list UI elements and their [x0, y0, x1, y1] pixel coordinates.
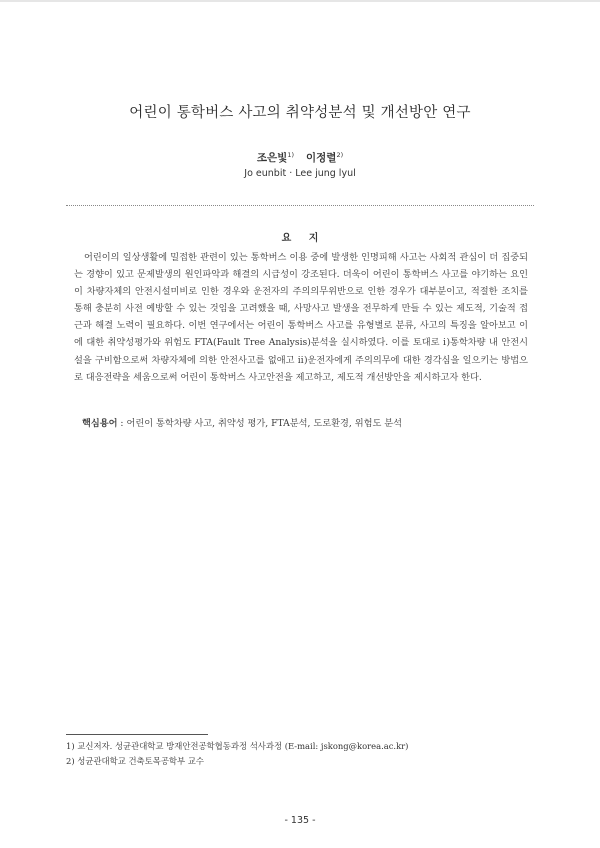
author-1-name: 조은빛 [256, 152, 288, 164]
paper-title: 어린이 통학버스 사고의 취약성분석 및 개선방안 연구 [129, 105, 471, 121]
author-1-footnote-mark: 1) [287, 151, 294, 159]
keywords [82, 415, 532, 429]
author-names-english: Jo eunbit · Lee jung lyul [244, 168, 356, 179]
page-top-border [0, 0, 600, 2]
footnote-2: 2) 성균관대학교 건축토목공학부 교수 [66, 755, 204, 766]
author-2-name: 이정렬 [306, 152, 337, 164]
author-2-footnote-mark: 2) [336, 151, 344, 159]
abstract [74, 249, 528, 386]
abstract-paragraph: 어린이의 일상생활에 밀접한 관련이 있는 통학버스 이용 중에 발생한 인명피해 사고는 사회적 관심이 더 집중되는 경향이 있고 문제발생의 원인파악과 해결의 시급성이 강조된다. 더욱이 어린이 통학버스 사고를 야기하는 요인이 차량자체의 안전시설미비로 인한 경우와 운전자의 주의의무위반으로 인한 경우가 대부분이고, 적절한 조치를 통해 충분히 사전 예방할 수 있는 것임을 고려했을 때, 사망사고 발생을 전무하게 만들 수 있는 제도적, 기술적 접근과 해결 노력이 필요하다. 이번 연구에서는 어린이 통학버스 사고를 유형별로 분류, 사고의 특징을 알아보고 이에 대한 취약성평가와 위험도 FTA(Fault Tree Analysis)분석을 실시하였다. 이를 토대로 ⅰ)통학차량 내 안전시설을 구비함으로써 차량자체에 의한 안전사고를 없애고 ⅱ)운전자에게 주의의무에 대한 경각심을 일으키는 방법으로 대응전략을 세움으로써 어린이 통학버스 사고안전을 제고하고, 제도적 개선방안을 제시하고자 한다. [74, 252, 528, 383]
page-number: - 135 - [284, 815, 316, 826]
footnotes [66, 739, 536, 768]
keywords-label: 핵심용어 [82, 418, 118, 429]
abstract-heading: 요 지 [281, 233, 319, 244]
section-divider [66, 205, 534, 206]
author-names [0, 150, 600, 165]
footnote-1: 1) 교신저자. 성균관대학교 방재안전공학협동과정 석사과정 (E-mail: jskong@korea.ac.kr) [66, 741, 409, 751]
footnote-rule [66, 734, 208, 735]
keywords-list: : 어린이 통학차량 사고, 취약성 평가, FTA분석, 도로환경, 위험도 분석 [117, 418, 403, 429]
